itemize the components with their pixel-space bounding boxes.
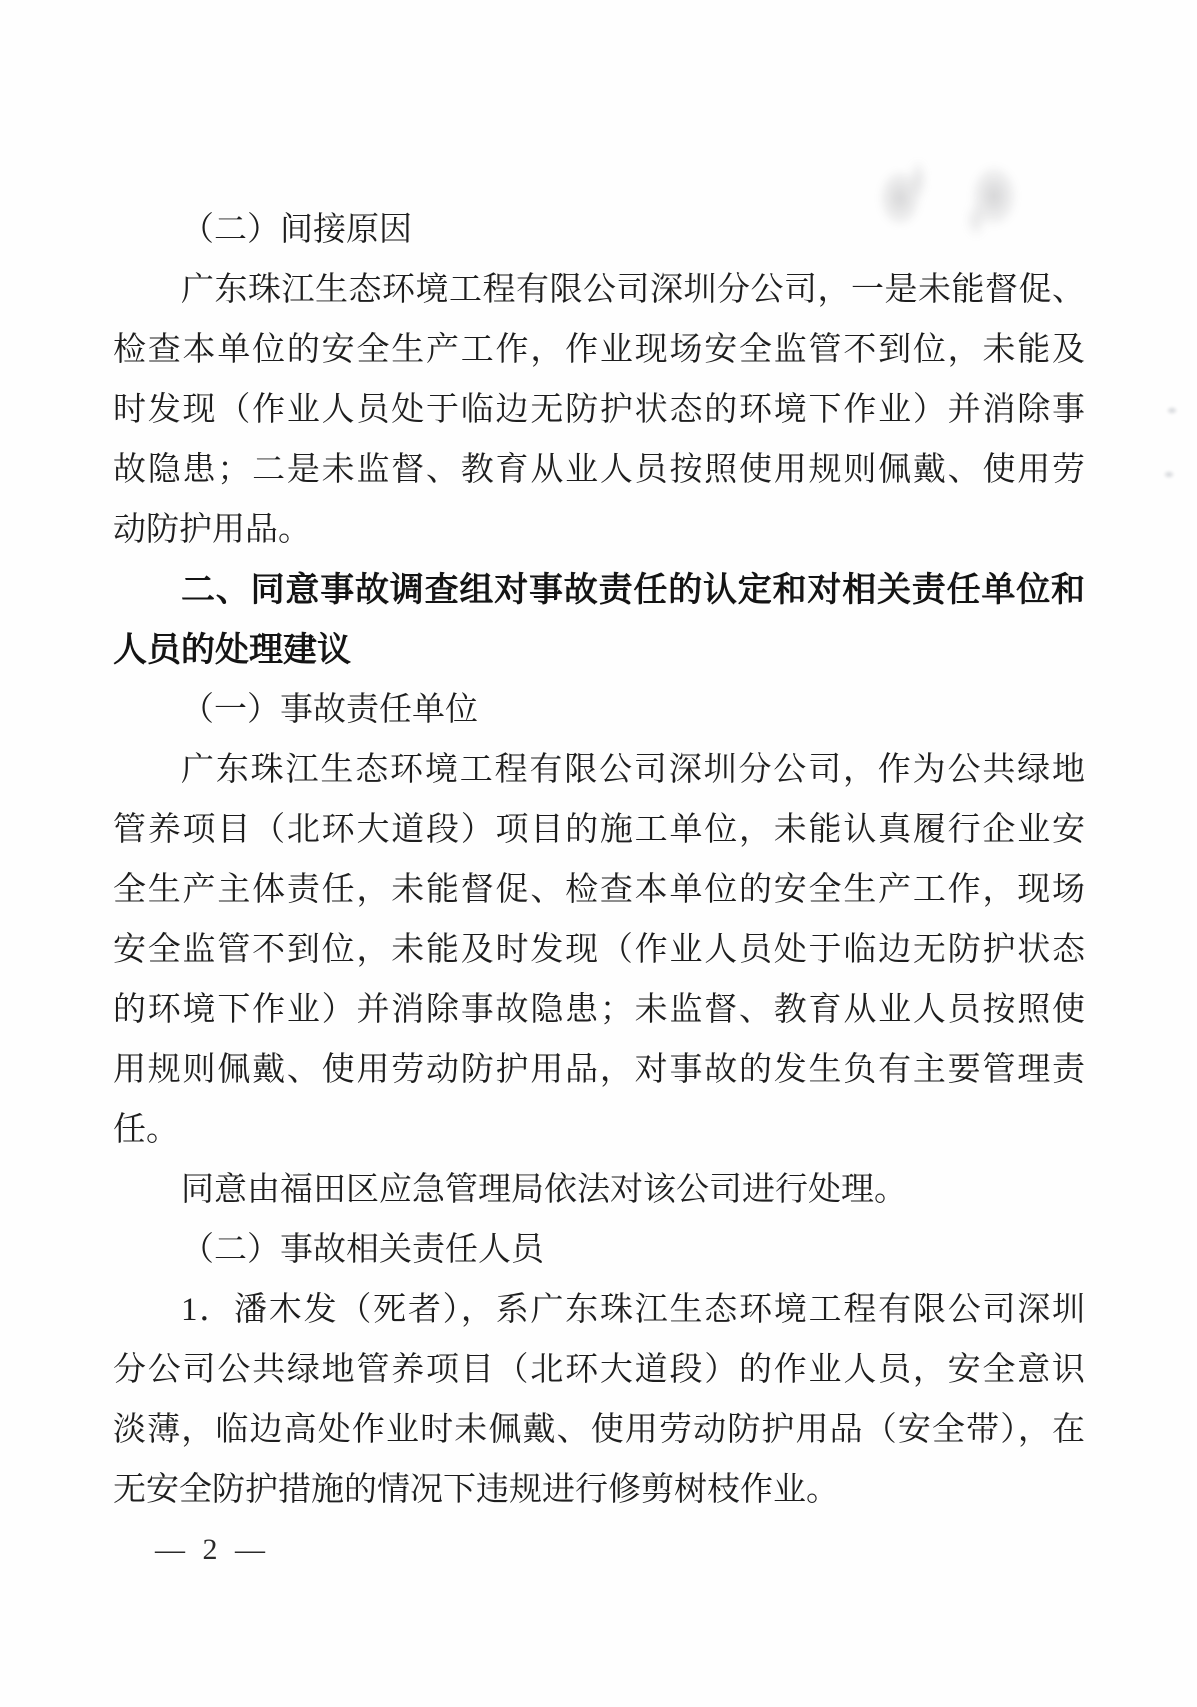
text-line: 故隐患；二是未监督、教育从业人员按照使用规则佩戴、使用劳 <box>113 452 1085 488</box>
text-line: 动防护用品。 <box>113 512 311 548</box>
text-line: 同意由福田区应急管理局依法对该公司进行处理。 <box>181 1172 907 1208</box>
text-line: 安全监管不到位，未能及时发现（作业人员处于临边无防护状态 <box>113 932 1085 968</box>
text-line: 的环境下作业）并消除事故隐患；未监督、教育从业人员按照使 <box>113 992 1085 1028</box>
text-line: 任。 <box>113 1112 179 1148</box>
scan-speck <box>1163 470 1175 479</box>
text-line: 检查本单位的安全生产工作，作业现场安全监管不到位，未能及 <box>113 332 1085 368</box>
subheading-responsible-persons: （二）事故相关责任人员 <box>181 1232 544 1268</box>
subheading-indirect-cause: （二）间接原因 <box>181 212 412 248</box>
subheading-responsible-unit: （一）事故责任单位 <box>181 692 478 728</box>
text-line: 无安全防护措施的情况下违规进行修剪树枝作业。 <box>113 1472 839 1508</box>
text-line: 广东珠江生态环境工程有限公司深圳分公司，一是未能督促、 <box>181 272 1085 308</box>
text-line: 用规则佩戴、使用劳动防护用品，对事故的发生负有主要管理责 <box>113 1052 1085 1088</box>
text-line: 广东珠江生态环境工程有限公司深圳分公司，作为公共绿地 <box>181 752 1085 788</box>
text-line: 分公司公共绿地管养项目（北环大道段）的作业人员，安全意识 <box>113 1352 1085 1388</box>
scan-speck <box>1166 406 1178 415</box>
text-line: 1．潘木发（死者），系广东珠江生态环境工程有限公司深圳 <box>181 1292 1085 1328</box>
page-number: — 2 — <box>155 1533 265 1566</box>
section-heading-line: 二、同意事故调查组对事故责任的认定和对相关责任单位和 <box>181 571 1085 609</box>
text-line: 时发现（作业人员处于临边无防护状态的环境下作业）并消除事 <box>113 392 1085 428</box>
text-line: 全生产主体责任，未能督促、检查本单位的安全生产工作，现场 <box>113 872 1085 908</box>
text-line: 管养项目（北环大道段）项目的施工单位，未能认真履行企业安 <box>113 812 1085 848</box>
section-heading-line: 人员的处理建议 <box>113 631 351 669</box>
text-line: 淡薄，临边高处作业时未佩戴、使用劳动防护用品（安全带），在 <box>113 1412 1085 1448</box>
document-body <box>113 200 1085 1580</box>
